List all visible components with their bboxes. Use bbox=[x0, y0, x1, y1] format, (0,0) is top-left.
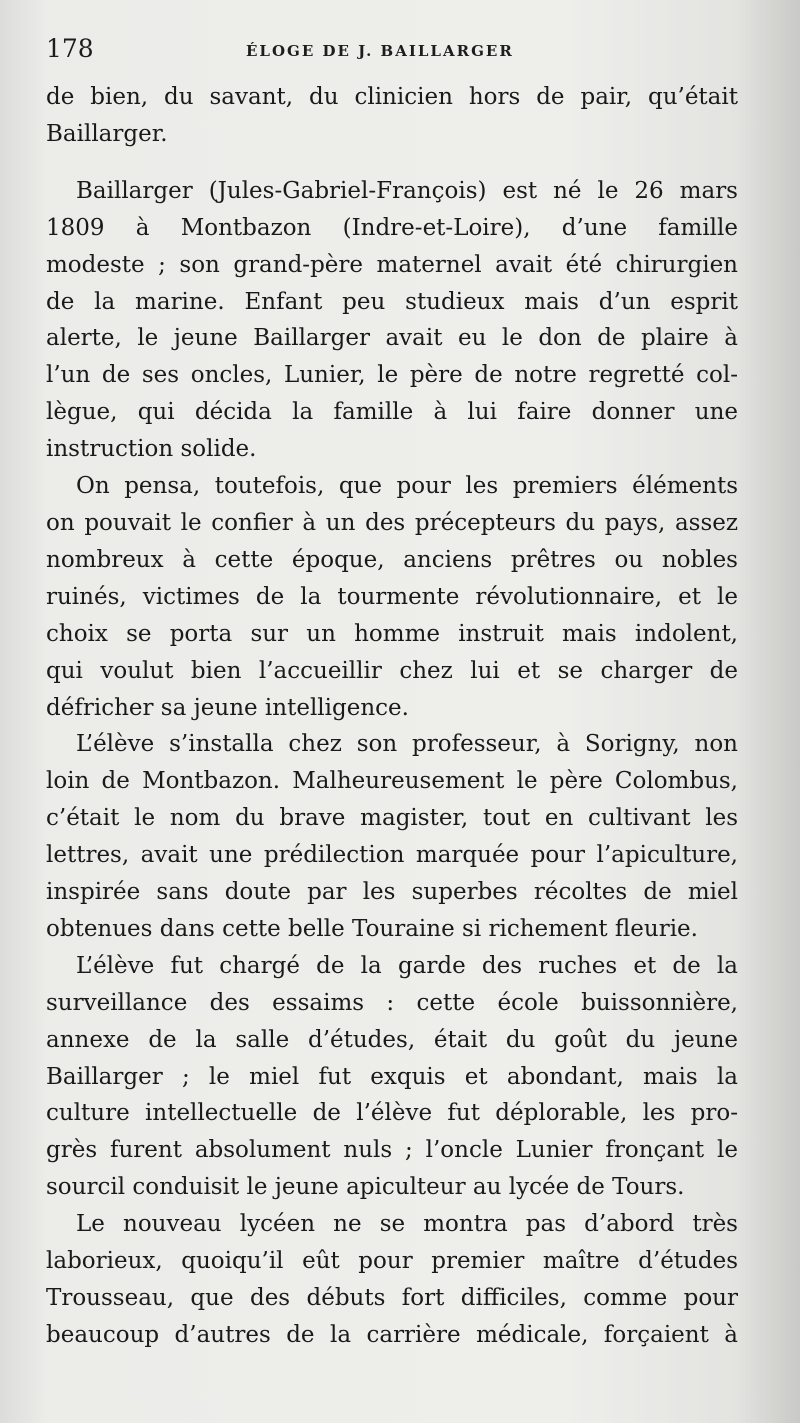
text-line: l’un de ses oncles, Lunier, le père de notre regretté col- bbox=[46, 362, 738, 389]
text-line: Trousseau, que des débuts fort difficiles, comme pour bbox=[46, 1285, 738, 1311]
text-line: Baillarger ; le miel fut exquis et abondant, mais la bbox=[46, 1063, 738, 1090]
text-line: sourcil conduisit le jeune apiculteur au lycée de Tours. bbox=[46, 1174, 685, 1201]
text-line: On pensa, toutefois, que pour les premiers éléments bbox=[76, 473, 738, 500]
text-line: grès furent absolument nuls ; l’oncle Lunier fronçant le bbox=[46, 1137, 738, 1164]
paragraph-2 bbox=[46, 173, 738, 468]
text-line: Baillarger (Jules-Gabriel-François) est né le 26 mars bbox=[76, 177, 738, 204]
page-header bbox=[46, 34, 736, 68]
paragraph-1 bbox=[46, 79, 738, 153]
text-line: culture intellectuelle de l’élève fut déplorable, les pro- bbox=[46, 1100, 738, 1127]
text-line: beaucoup d’autres de la carrière médicale, forçaient à bbox=[46, 1321, 738, 1348]
text-line: qui voulut bien l’accueillir chez lui et se charger de bbox=[46, 657, 738, 684]
text-line: de bien, du savant, du clinicien hors de pair, qu’était bbox=[46, 84, 738, 110]
text-line: inspirée sans doute par les superbes récoltes de miel bbox=[46, 879, 738, 906]
text-line: surveillance des essaims : cette école buissonnière, bbox=[46, 989, 738, 1016]
paragraph-6 bbox=[46, 1206, 738, 1354]
text-line: laborieux, quoiqu’il eût pour premier maître d’études bbox=[46, 1248, 738, 1275]
paragraph-3 bbox=[46, 468, 738, 726]
text-line: ruinés, victimes de la tourmente révolutionnaire, et le bbox=[46, 583, 738, 610]
page-number: 178 bbox=[46, 34, 94, 63]
body-text bbox=[46, 79, 738, 1354]
text-line: on pouvait le confier à un des précepteurs du pays, assez bbox=[46, 509, 738, 536]
text-line: loin de Montbazon. Malheureusement le père Colombus, bbox=[46, 768, 738, 795]
text-line: obtenues dans cette belle Touraine si richement fleurie. bbox=[46, 915, 698, 942]
text-line: Baillarger. bbox=[46, 120, 168, 147]
text-line: 1809 à Montbazon (Indre-et-Loire), d’une famille bbox=[46, 214, 738, 241]
text-line: L’élève fut chargé de la garde des ruches et de la bbox=[76, 952, 738, 979]
text-line: c’était le nom du brave magister, tout en cultivant les bbox=[46, 805, 738, 832]
paragraph-4 bbox=[46, 726, 738, 947]
text-line: nombreux à cette époque, anciens prêtres ou nobles bbox=[46, 546, 738, 573]
text-line: alerte, le jeune Baillarger avait eu le don de plaire à bbox=[46, 325, 738, 352]
text-line: choix se porta sur un homme instruit mais indolent, bbox=[46, 620, 738, 647]
text-line: Le nouveau lycéen ne se montra pas d’abord très bbox=[76, 1211, 738, 1238]
running-head: ÉLOGE DE J. BAILLARGER bbox=[246, 42, 514, 60]
text-line: annexe de la salle d’études, était du goût du jeune bbox=[46, 1026, 738, 1053]
text-line: L’élève s’installa chez son professeur, à Sorigny, non bbox=[76, 731, 738, 758]
text-line: de la marine. Enfant peu studieux mais d’un esprit bbox=[46, 288, 738, 315]
text-line: défricher sa jeune intelligence. bbox=[46, 694, 409, 721]
text-line: modeste ; son grand-père maternel avait été chirurgien bbox=[46, 251, 738, 278]
text-line: lègue, qui décida la famille à lui faire donner une bbox=[46, 399, 738, 426]
text-line: instruction solide. bbox=[46, 436, 257, 463]
paragraph-5 bbox=[46, 948, 738, 1206]
text-line: lettres, avait une prédilection marquée pour l’apiculture, bbox=[46, 842, 738, 869]
